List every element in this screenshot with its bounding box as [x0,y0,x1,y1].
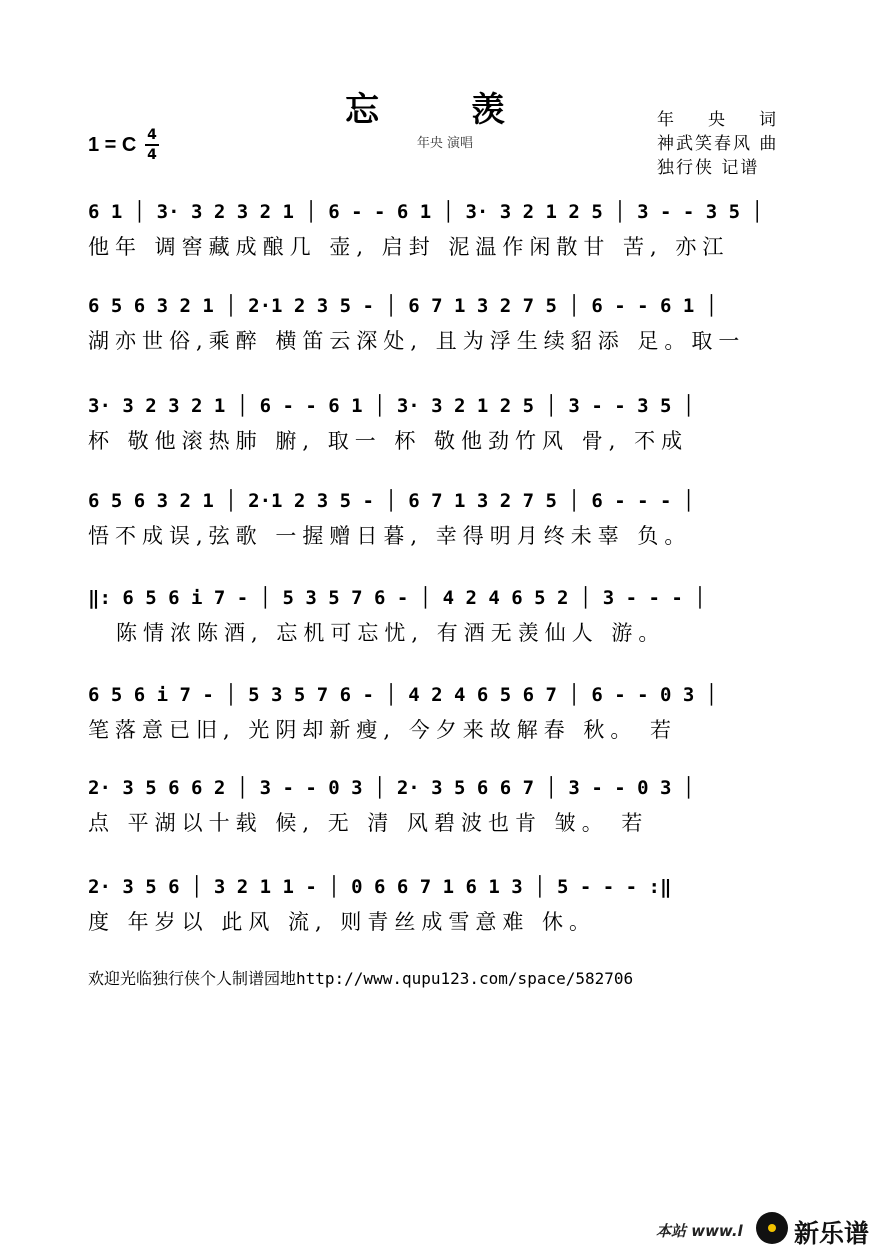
notes-line: 3· 3 2 3 2 1 │ 6 - - 6 1 │ 3· 3 2 1 2 5 │ 3 - - 3 5 │ [88,395,695,417]
notation-credit: 独行侠 记谱 [657,158,760,178]
lyrics-line: 湖亦世俗,乘醉 横笛云深处, 且为浮生续貂添 足。取一 [88,329,746,353]
page-title: 忘 羡 [345,90,545,130]
notes-line: 6 5 6 3 2 1 │ 2·1 2 3 5 - │ 6 7 1 3 2 7 5 │ 6 - - 6 1 │ [88,295,718,317]
lyrics-line: 悟不成误,弦歌 一握赠日暮, 幸得明月终未辜 负。 [88,524,692,548]
lyricist-credit: 年央词 [657,110,810,130]
score-row-8 [88,870,808,936]
score-row-1 [88,195,808,261]
notes-line: 2· 3 5 6 │ 3 2 1 1 - │ 0 6 6 7 1 6 1 3 │ 5 - - - :‖ [88,876,672,898]
notes-line: 6 1 │ 3· 3 2 3 2 1 │ 6 - - 6 1 │ 3· 3 2 1 2 5 │ 3 - - 3 5 │ [88,201,763,223]
time-signature-line [145,144,159,146]
credits-block [657,108,810,180]
lyrics-line: 点 平湖以十载 候, 无 清 风碧波也肯 皱。 若 [88,811,649,835]
time-signature-top: 4 [147,127,157,143]
score-row-6 [88,678,808,744]
lyrics-line: 度 年岁以 此风 流, 则青丝成雪意难 休。 [88,910,597,934]
score-row-2 [88,289,808,355]
site-watermark [656,1210,884,1252]
source-link[interactable]: 欢迎光临独行侠个人制谱园地http://www.qupu123.com/space/582706 [88,969,634,988]
record-disc-icon [756,1212,788,1244]
watermark-brand-text: 新乐谱 [794,1219,870,1248]
lyrics-line: 笔落意已旧, 光阴却新瘦, 今夕来故解春 秋。 若 [88,718,678,742]
score-row-7 [88,771,808,837]
notes-line: 2· 3 5 6 6 2 │ 3 - - 0 3 │ 2· 3 5 6 6 7 │ 3 - - 0 3 │ [88,777,695,799]
notes-line: 6 5 6 i 7 - │ 5 3 5 7 6 - │ 4 2 4 6 5 6 7 │ 6 - - 0 3 │ [88,684,718,706]
lyrics-line: 杯 敬他滚热肺 腑, 取一 杯 敬他劲竹风 骨, 不成 [88,429,689,453]
score-row-4 [88,484,808,550]
watermark-site-text: 本站 www.l [656,1222,743,1240]
score-row-5 [88,581,808,647]
score-row-3 [88,389,808,455]
time-signature [145,127,159,163]
composer-credit: 神武笑春风 曲 [657,134,779,154]
notes-line: 6 5 6 3 2 1 │ 2·1 2 3 5 - │ 6 7 1 3 2 7 5 │ 6 - - - │ [88,490,695,512]
lyrics-line: 陈情浓陈酒, 忘机可忘忧, 有酒无羡仙人 游。 [116,621,666,645]
notes-line: ‖: 6 5 6 i 7 - │ 5 3 5 7 6 - │ 4 2 4 6 5 2 │ 3 - - - │ [88,587,706,609]
time-signature-bottom: 4 [147,147,157,163]
singer-credit: 年央 演唱 [416,136,474,151]
lyrics-line: 他年 调窖藏成酿几 壶, 启封 泥温作闲散甘 苦, 亦江 [88,235,730,259]
key-signature: 1 = C [88,134,137,156]
